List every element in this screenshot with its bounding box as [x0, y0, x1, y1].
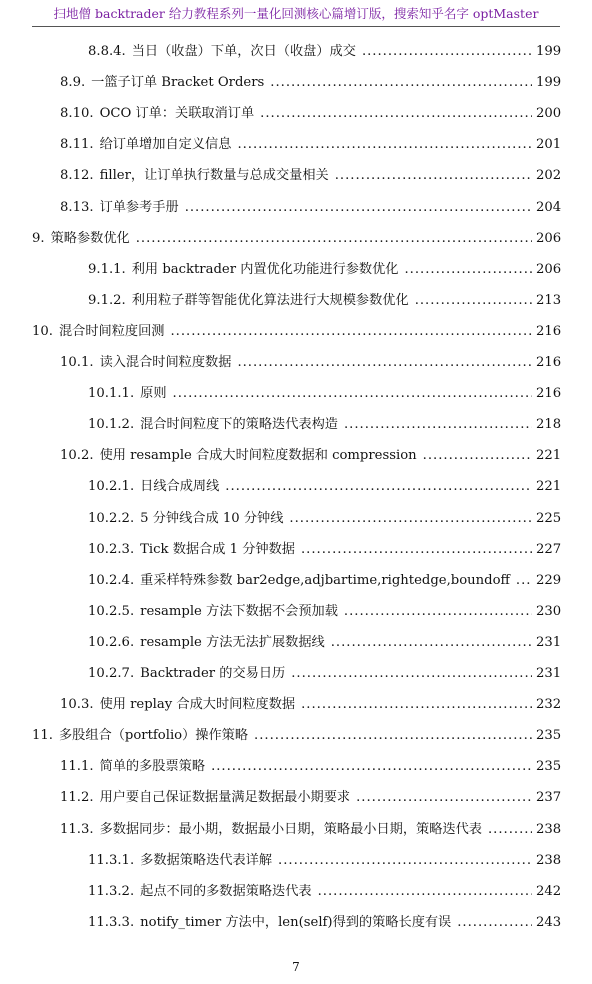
toc-entry-page: 232: [536, 697, 562, 713]
header-rule: [32, 26, 560, 27]
toc-entry-title: 用户要自己保证数据量满足数据最小期要求: [99, 790, 351, 806]
toc-entry-title: 混合时间粒度回测: [58, 323, 165, 339]
toc-entry[interactable]: [60, 106, 562, 122]
toc-entry[interactable]: [60, 697, 562, 713]
toc-entry-page: 225: [536, 510, 562, 526]
toc-entry-title: 利用 backtrader 内置优化功能进行参数优化: [131, 261, 399, 277]
toc-entry[interactable]: [60, 75, 562, 91]
toc-entry-number: 8.10.: [60, 106, 94, 122]
dot-leader: [260, 106, 532, 122]
toc-entry[interactable]: [60, 821, 562, 838]
dot-leader: [362, 44, 532, 60]
toc-entry-page: 216: [536, 323, 562, 339]
toc-entry-title: 起点不同的多数据策略迭代表: [140, 883, 312, 899]
dot-leader: [356, 790, 532, 806]
toc-entry-page: 221: [536, 448, 562, 464]
toc-entry-title: 一篮子订单 Bracket Orders: [91, 75, 265, 91]
toc-entry-page: 204: [536, 199, 562, 215]
toc-entry-page: 230: [536, 603, 562, 619]
toc-entry-number: 11.3.: [60, 821, 94, 837]
toc-entry-number: 10.3.: [60, 697, 94, 713]
toc-entry-number: 10.2.6.: [88, 634, 135, 650]
toc-entry-title: resample 方法下数据不会预加载: [140, 603, 338, 619]
toc-entry-page: 216: [536, 386, 562, 402]
dot-leader: [331, 635, 532, 651]
toc-entry[interactable]: [88, 914, 562, 931]
toc-entry[interactable]: [60, 168, 562, 184]
toc-entry[interactable]: [88, 883, 562, 900]
toc-entry-page: 243: [536, 914, 562, 930]
dot-leader: [270, 75, 532, 91]
toc-entry[interactable]: [60, 759, 562, 775]
toc-entry-number: 8.8.4.: [88, 44, 126, 59]
toc-entry[interactable]: [88, 634, 562, 651]
toc-entry[interactable]: [88, 666, 562, 682]
toc-entry-title: filler，让订单执行数量与总成交量相关: [99, 168, 329, 184]
dot-leader: [170, 324, 532, 340]
toc-entry[interactable]: [88, 541, 562, 558]
toc-entry-page: 229: [536, 572, 562, 588]
toc-entry-number: 11.1.: [60, 759, 94, 775]
toc-entry-title: resample 方法无法扩展数据线: [140, 634, 325, 650]
toc-entry-title: 混合时间粒度下的策略迭代表构造: [140, 417, 338, 433]
toc-entry-page: 213: [536, 292, 562, 308]
toc-entry-page: 238: [536, 821, 562, 837]
toc-entry-number: 10.1.: [60, 355, 94, 370]
toc-entry[interactable]: [88, 292, 562, 309]
toc-entry-number: 10.2.4.: [88, 572, 135, 588]
toc-entry-page: 237: [536, 790, 562, 806]
toc-entry-title: 使用 resample 合成大时间粒度数据和 compression: [99, 448, 417, 464]
toc-entry-page: 199: [536, 75, 562, 91]
toc-entry[interactable]: [88, 510, 562, 527]
toc-entry-title: 订单参考手册: [99, 199, 179, 215]
dot-leader: [344, 604, 532, 620]
toc-entry-title: 使用 replay 合成大时间粒度数据: [99, 697, 296, 713]
toc-entry-page: 231: [536, 666, 562, 681]
toc-entry-page: 221: [536, 479, 562, 495]
toc-entry-title: OCO 订单：关联取消订单: [99, 106, 255, 122]
dot-leader: [423, 448, 532, 464]
dot-leader: [237, 355, 532, 371]
dot-leader: [225, 479, 532, 495]
toc-entry-title: 原则: [140, 386, 167, 402]
dot-leader: [301, 697, 532, 713]
toc-entry[interactable]: [32, 728, 562, 744]
toc-entry-page: 201: [536, 137, 562, 153]
dot-leader: [289, 511, 532, 527]
toc-entry-title: 利用粒子群等智能优化算法进行大规模参数优化: [131, 292, 409, 308]
toc-entry-number: 11.2.: [60, 790, 94, 806]
dot-leader: [404, 262, 532, 278]
toc-entry-title: Tick 数据合成 1 分钟数据: [140, 541, 295, 557]
toc-entry-page: 200: [536, 106, 562, 122]
toc-entry-number: 10.2.3.: [88, 541, 135, 557]
toc-entry-number: 8.13.: [60, 199, 94, 215]
toc-entry[interactable]: [60, 355, 562, 371]
toc-entry[interactable]: [88, 572, 562, 589]
toc-entry-number: 10.2.7.: [88, 666, 135, 681]
dot-leader: [301, 542, 532, 558]
toc-entry-title: 简单的多股票策略: [99, 759, 206, 775]
dot-leader: [278, 853, 532, 869]
toc-entry-title: notify_timer 方法中，len(self)得到的策略长度有误: [140, 914, 452, 930]
toc-entry-page: 238: [536, 852, 562, 868]
toc-entry-title: 策略参数优化: [50, 230, 130, 246]
toc-entry-page: 206: [536, 261, 562, 277]
toc-entry[interactable]: [32, 230, 562, 247]
toc-entry-number: 8.9.: [60, 75, 86, 91]
toc-entry[interactable]: [60, 448, 562, 464]
page-number: 7: [292, 960, 300, 974]
toc-entry-number: 11.: [32, 728, 53, 744]
toc-entry-number: 11.3.2.: [88, 883, 135, 899]
toc-entry-number: 9.1.1.: [88, 261, 126, 277]
toc-entry-title: 多数据同步：最小期，数据最小日期，策略最小日期，策略迭代表: [99, 821, 482, 837]
toc-entry-title: 多数据策略迭代表详解: [140, 852, 273, 868]
toc-entry-number: 11.3.1.: [88, 852, 135, 868]
toc-entry-page: 242: [536, 883, 562, 899]
toc-entry-number: 10.2.2.: [88, 510, 135, 526]
dot-leader: [415, 293, 532, 309]
toc-entry[interactable]: [88, 386, 562, 402]
toc-entry-page: 235: [536, 728, 562, 744]
toc-entry-title: 日线合成周线: [140, 479, 220, 495]
toc-entry-number: 9.: [32, 230, 45, 246]
toc-entry[interactable]: [88, 417, 562, 433]
dot-leader: [254, 728, 532, 744]
toc-entry[interactable]: [88, 603, 562, 620]
dot-leader: [136, 231, 532, 247]
toc-entry-page: 231: [536, 634, 562, 650]
toc-entry-title: 5 分钟线合成 10 分钟线: [140, 510, 284, 526]
toc-entry-page: 206: [536, 230, 562, 246]
toc-entry-number: 10.2.: [60, 448, 94, 464]
toc-entry[interactable]: [60, 790, 562, 806]
dot-leader: [185, 200, 532, 216]
toc-entry-page: 216: [536, 355, 562, 370]
toc-entry[interactable]: [88, 852, 562, 869]
dot-leader: [291, 666, 532, 682]
toc-entry[interactable]: [32, 323, 562, 340]
toc-entry[interactable]: [88, 44, 562, 60]
toc-entry-number: 8.11.: [60, 137, 94, 153]
toc-entry-title: 给订单增加自定义信息: [99, 137, 232, 153]
toc-entry-page: 199: [536, 44, 562, 59]
toc-entry[interactable]: [88, 261, 562, 278]
dot-leader: [318, 884, 532, 900]
dot-leader: [335, 168, 532, 184]
toc-entry[interactable]: [60, 137, 562, 153]
dot-leader: [488, 822, 532, 838]
toc-entry-title: 当日（收盘）下单，次日（收盘）成交: [131, 44, 356, 59]
toc-entry-page: 202: [536, 168, 562, 184]
toc-entry-number: 10.2.5.: [88, 603, 135, 619]
toc-entry-number: 9.1.2.: [88, 292, 126, 308]
toc-entry-title: Backtrader 的交易日历: [140, 666, 286, 681]
toc-entry-title: 多股组合（portfolio）操作策略: [58, 728, 249, 744]
toc-entry-number: 8.12.: [60, 168, 94, 184]
page-header: 扫地僧 backtrader 给力教程系列一量化回测核心篇增订版，搜索知乎名字 optMaster: [53, 6, 539, 21]
toc-entry-title: 读入混合时间粒度数据: [99, 355, 232, 370]
toc-entry-number: 10.1.1.: [88, 386, 135, 402]
toc-entry[interactable]: [88, 479, 562, 495]
toc-entry[interactable]: [60, 199, 562, 216]
toc-entry-number: 10.1.2.: [88, 417, 135, 433]
dot-leader: [457, 915, 532, 931]
dot-leader: [211, 759, 532, 775]
dot-leader: [173, 386, 532, 402]
toc-entry-number: 11.3.3.: [88, 914, 135, 930]
toc-entry-page: 235: [536, 759, 562, 775]
dot-leader: [344, 417, 532, 433]
toc-entry-title: 重采样特殊参数 bar2edge,adjbartime,rightedge,boundoff: [140, 572, 510, 588]
toc-entry-page: 218: [536, 417, 562, 433]
toc-entry-page: 227: [536, 541, 562, 557]
dot-leader: [237, 137, 532, 153]
toc-entry-number: 10.2.1.: [88, 479, 135, 495]
dot-leader: [516, 573, 532, 589]
toc-entry-number: 10.: [32, 323, 53, 339]
